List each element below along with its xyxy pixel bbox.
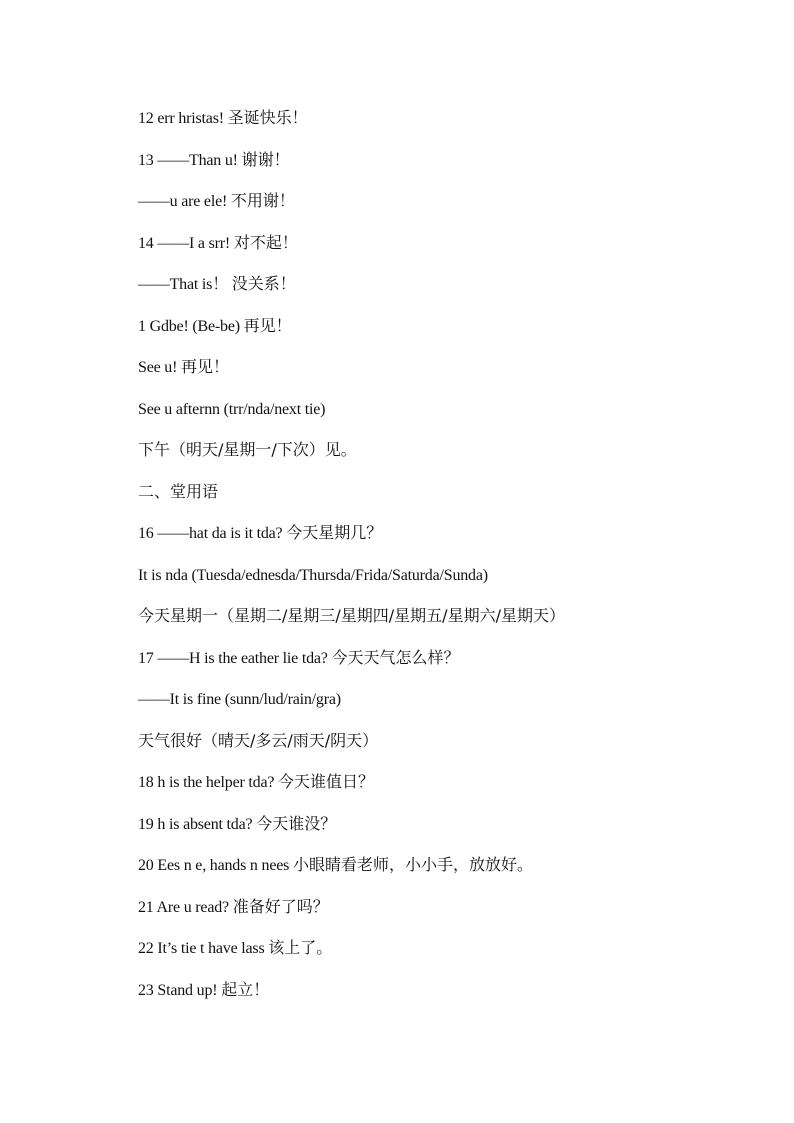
phrase-line: [138, 895, 758, 937]
chinese-text: 今天星期几？: [286, 523, 383, 542]
phrase-line: [138, 563, 758, 605]
english-text: 22 It’s tie t have lass: [138, 940, 269, 957]
phrase-line: [138, 646, 758, 688]
english-text: ——That is！: [138, 276, 232, 293]
phrase-line: [138, 853, 758, 895]
phrase-line: [138, 106, 758, 148]
chinese-text: 今天星期一（星期二/星期三/星期四/星期五/星期六/星期天）: [138, 606, 565, 625]
phrase-line: [138, 272, 758, 314]
phrase-line: [138, 189, 758, 231]
chinese-text: 再见！: [181, 357, 230, 376]
english-text: ——u are ele!: [138, 193, 231, 210]
chinese-text: 谢谢！: [241, 149, 290, 169]
english-text: See u afternn (trr/nda/next tie): [138, 400, 326, 418]
phrase-line: [138, 812, 758, 854]
chinese-text: 准备好了吗？: [232, 896, 329, 916]
phrase-line: [138, 231, 758, 273]
english-text: 20 Ees n e, hands n nees: [138, 857, 293, 874]
phrase-line: [138, 438, 758, 480]
chinese-text: 今天谁值日？: [278, 772, 375, 791]
chinese-text: 该上了。: [268, 938, 333, 957]
english-text: 12 err hristas!: [138, 110, 228, 127]
chinese-text: 圣诞快乐！: [227, 108, 308, 127]
chinese-text: 没关系！: [231, 274, 296, 293]
english-text: 16 ——hat da is it tda?: [138, 525, 287, 542]
phrase-line: [138, 978, 758, 1020]
phrase-line: [138, 604, 758, 646]
english-text: It is nda (Tuesda/ednesda/Thursda/Frida/Saturda/Sunda): [138, 566, 488, 584]
english-text: 1 Gdbe! (Be-be): [138, 317, 244, 335]
english-text: 13 ——Than u!: [138, 151, 242, 169]
phrase-list: [138, 106, 758, 1019]
phrase-line: [138, 148, 758, 190]
phrase-line: [138, 397, 758, 439]
chinese-text: 今天谁没？: [256, 813, 337, 833]
phrase-line: [138, 314, 758, 356]
chinese-text: 不用谢！: [230, 191, 295, 210]
phrase-line: [138, 936, 758, 978]
chinese-text: 下午（明天/星期一/下次）见。: [138, 440, 357, 459]
chinese-text: 起立！: [221, 979, 270, 999]
english-text: 23 Stand up!: [138, 981, 222, 999]
english-text: See u!: [138, 359, 182, 376]
english-text: 17 ——H is the eather lie tda?: [138, 649, 332, 667]
phrase-line: [138, 687, 758, 729]
english-text: 14 ——I a srr!: [138, 234, 234, 252]
english-text: 19 h is absent tda?: [138, 815, 257, 833]
chinese-text: 小眼睛看老师，小小手，放放好。: [292, 855, 533, 874]
chinese-text: 二、堂用语: [138, 481, 219, 501]
chinese-text: 天气很好（晴天/多云/雨天/阴天）: [138, 730, 379, 750]
english-text: 18 h is the helper tda?: [138, 774, 279, 791]
phrase-line: [138, 355, 758, 397]
english-text: ——It is fine (sunn/lud/rain/gra): [138, 691, 341, 708]
phrase-line: [138, 770, 758, 812]
section-heading: [138, 480, 758, 522]
english-text: 21 Are u read?: [138, 898, 233, 916]
chinese-text: 对不起！: [233, 232, 298, 252]
phrase-line: [138, 729, 758, 771]
phrase-line: [138, 521, 758, 563]
chinese-text: 再见！: [243, 315, 292, 335]
chinese-text: 今天天气怎么样？: [331, 647, 460, 667]
